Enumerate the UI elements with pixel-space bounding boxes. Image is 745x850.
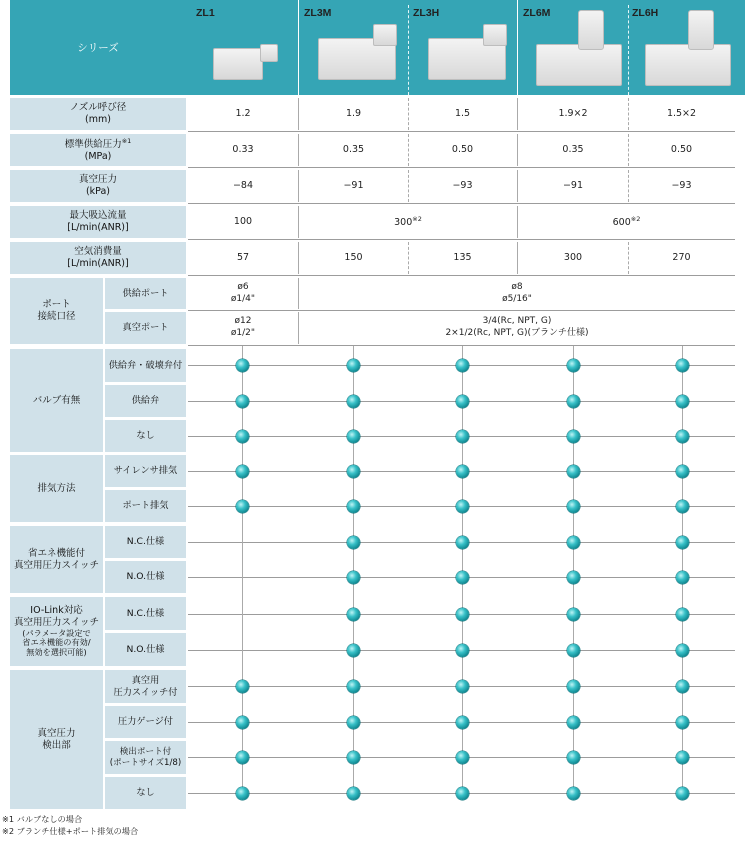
vacuum-zl3h: −93	[452, 179, 473, 191]
available-dot	[456, 680, 469, 693]
available-dot	[676, 430, 689, 443]
column-divider	[298, 134, 299, 166]
available-dot	[236, 680, 249, 693]
model-zl6m: ZL6M	[523, 7, 551, 19]
detect-port: 検出ポート付 (ポートサイズ1/8)	[105, 741, 186, 774]
label-eco-switch: 省エネ機能付 真空用圧力スイッチ	[10, 526, 103, 593]
column-divider	[628, 98, 629, 130]
available-dot	[456, 359, 469, 372]
available-dot	[567, 680, 580, 693]
column-divider	[408, 242, 409, 274]
available-dot	[567, 787, 580, 800]
available-dot	[567, 430, 580, 443]
available-dot	[236, 359, 249, 372]
available-dot	[676, 536, 689, 549]
available-dot	[236, 787, 249, 800]
header-divider	[517, 0, 518, 95]
column-divider	[408, 134, 409, 166]
header-divider	[628, 5, 629, 95]
nozzle-zl3m: 1.9	[345, 107, 362, 119]
available-dot	[236, 395, 249, 408]
flow-zl3: 300$^{※2}$	[394, 214, 422, 228]
available-dot	[347, 680, 360, 693]
available-dot	[456, 644, 469, 657]
column-divider	[298, 206, 299, 238]
exhaust-port: ポート排気	[105, 490, 186, 522]
available-dot	[676, 500, 689, 513]
nozzle-zl1: 1.2	[235, 107, 251, 119]
label-nozzle: ノズル呼び径 (mm)	[10, 98, 186, 130]
air-zl3h: 135	[453, 251, 472, 263]
available-dot	[456, 571, 469, 584]
footnote-1: ※1 バルブなしの場合	[2, 814, 83, 824]
available-dot	[236, 500, 249, 513]
header-divider	[298, 0, 299, 95]
footnote-2: ※2 ブランチ仕様+ポート排気の場合	[2, 826, 139, 836]
available-dot	[347, 500, 360, 513]
column-divider	[298, 170, 299, 202]
column-divider	[408, 98, 409, 130]
available-dot	[567, 644, 580, 657]
air-zl6h: 270	[672, 251, 691, 263]
available-dot	[676, 751, 689, 764]
series-label: シリーズ	[77, 42, 119, 54]
flow-zl1: 100	[233, 215, 253, 227]
available-dot	[676, 680, 689, 693]
supply-port-others: ø8 ø5/16"	[502, 281, 532, 304]
available-dot	[456, 608, 469, 621]
column-divider	[517, 242, 518, 274]
available-dot	[456, 500, 469, 513]
valve-none: なし	[105, 420, 186, 452]
pressure-zl1: 0.33	[232, 143, 254, 155]
available-dot	[567, 571, 580, 584]
eco-no: N.O.仕様	[105, 561, 186, 593]
available-dot	[676, 716, 689, 729]
air-zl1: 57	[236, 251, 250, 263]
valve-supply-break: 供給弁・破壊弁付	[105, 349, 186, 382]
available-dot	[347, 430, 360, 443]
column-divider	[517, 98, 518, 130]
available-dot	[347, 787, 360, 800]
label-supply-port: 供給ポート	[105, 278, 186, 309]
nozzle-zl3h: 1.5	[454, 107, 471, 119]
nozzle-zl6h: 1.5×2	[666, 107, 697, 119]
pressure-zl3h: 0.50	[451, 143, 474, 155]
label-detect: 真空圧力 検出部	[10, 670, 103, 809]
available-dot	[676, 608, 689, 621]
available-dot	[456, 751, 469, 764]
available-dot	[347, 571, 360, 584]
available-dot	[347, 751, 360, 764]
pressure-zl6m: 0.35	[562, 143, 584, 155]
nozzle-zl6m: 1.9×2	[558, 107, 588, 119]
available-dot	[236, 430, 249, 443]
vacuum-zl6h: −93	[671, 179, 692, 191]
label-pressure: 標準供給圧力$^{※1}$ (MPa)	[10, 134, 186, 166]
pressure-zl6h: 0.50	[670, 143, 693, 155]
model-zl1: ZL1	[196, 7, 215, 19]
pressure-zl3m: 0.35	[342, 143, 365, 155]
available-dot	[456, 716, 469, 729]
supply-port-zl1: ø6 ø1/4"	[230, 281, 256, 304]
column-divider	[408, 170, 409, 202]
column-divider	[517, 206, 518, 238]
vacuum-zl6m: −91	[562, 179, 584, 191]
available-dot	[347, 644, 360, 657]
available-dot	[567, 465, 580, 478]
vacuum-port-zl1: ø12 ø1/2"	[230, 316, 256, 338]
label-exhaust: 排気方法	[10, 455, 103, 522]
vacuum-zl1: −84	[232, 179, 254, 191]
available-dot	[347, 395, 360, 408]
eco-nc: N.C.仕様	[105, 526, 186, 558]
vacuum-port-others: 3/4(Rc, NPT, G) 2×1/2(Rc, NPT, G)(ブランチ仕様)	[445, 316, 589, 338]
available-dot	[236, 716, 249, 729]
exhaust-silencer: サイレンサ排気	[105, 455, 186, 487]
valve-supply: 供給弁	[105, 385, 186, 417]
available-dot	[456, 430, 469, 443]
available-dot	[676, 644, 689, 657]
label-port: ポート 接続口径	[10, 278, 103, 344]
available-dot	[567, 608, 580, 621]
available-dot	[347, 608, 360, 621]
label-vacuum-port: 真空ポート	[105, 312, 186, 344]
available-dot	[236, 751, 249, 764]
column-divider	[628, 242, 629, 274]
header-divider	[408, 5, 409, 95]
label-valve: バルブ有無	[10, 349, 103, 452]
air-zl6m: 300	[563, 251, 583, 263]
model-zl6h: ZL6H	[632, 7, 659, 19]
available-dot	[676, 395, 689, 408]
available-dot	[567, 716, 580, 729]
detect-none: なし	[105, 777, 186, 809]
available-dot	[456, 465, 469, 478]
label-air: 空気消費量 [L/min(ANR)]	[10, 242, 186, 274]
available-dot	[567, 536, 580, 549]
detect-switch: 真空用 圧力スイッチ付	[105, 670, 186, 703]
column-divider	[298, 98, 299, 130]
column-divider	[517, 170, 518, 202]
available-dot	[676, 465, 689, 478]
air-zl3m: 150	[344, 251, 363, 263]
available-dot	[347, 465, 360, 478]
iolink-no: N.O.仕様	[105, 633, 186, 666]
available-dot	[456, 395, 469, 408]
column-divider	[517, 134, 518, 166]
available-dot	[676, 787, 689, 800]
available-dot	[236, 465, 249, 478]
available-dot	[456, 536, 469, 549]
available-dot	[676, 359, 689, 372]
column-divider	[628, 134, 629, 166]
available-dot	[567, 500, 580, 513]
available-dot	[676, 571, 689, 584]
column-divider	[298, 242, 299, 274]
label-vacuum: 真空圧力 (kPa)	[10, 170, 186, 202]
available-dot	[347, 536, 360, 549]
iolink-nc: N.C.仕様	[105, 597, 186, 630]
model-zl3m: ZL3M	[304, 7, 332, 19]
available-dot	[567, 359, 580, 372]
detect-gauge: 圧力ゲージ付	[105, 706, 186, 738]
available-dot	[456, 787, 469, 800]
available-dot	[567, 395, 580, 408]
model-zl3h: ZL3H	[413, 7, 440, 19]
label-iolink-switch: IO-Link対応 真空用圧力スイッチ (パラメータ設定で 省エネ機能の有効/ 無効を選択可能)	[10, 597, 103, 666]
available-dot	[347, 359, 360, 372]
available-dot	[567, 751, 580, 764]
vacuum-zl3m: −91	[343, 179, 364, 191]
column-divider	[628, 170, 629, 202]
flow-zl6: 600$^{※2}$	[612, 214, 641, 228]
label-flow: 最大吸込流量 [L/min(ANR)]	[10, 206, 186, 238]
available-dot	[347, 716, 360, 729]
